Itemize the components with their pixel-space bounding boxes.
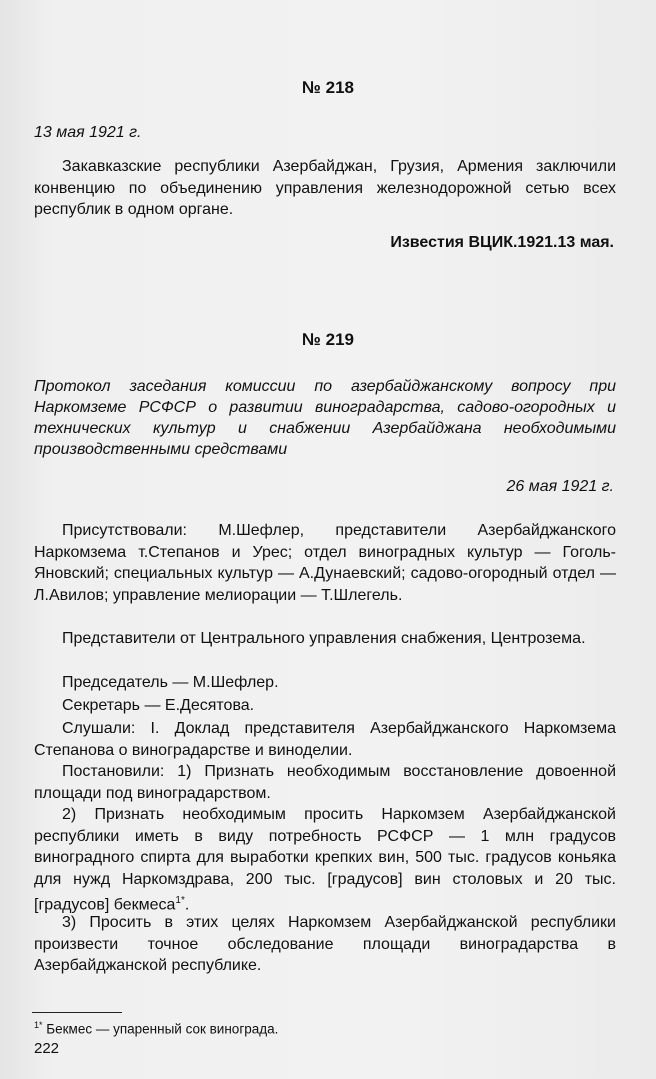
paragraph-attendees: Присутствовали: М.Шефлер, представители Азербайджанского Наркомзема т.Степанов и Урес; отдел виноградных культур — Гоголь-Яновский; специальных культур — А.Дунаевский; садово-огородный отдел — Л.Авилов; управление мелиорации — Т.Шлегель. [34, 522, 616, 604]
paragraph-resolved-2 [34, 804, 616, 916]
footnote-text: Бекмес — упаренный сок винограда. [42, 1021, 279, 1037]
footnote-reference: 1* [175, 895, 185, 906]
paragraph-chairman: Председатель — М.Шефлер. [62, 674, 279, 691]
paragraph-resolved-1: Постановили: 1) Признать необходимым восстановление довоенной площади под виноградарством. [34, 763, 616, 802]
paragraph-representatives: Представители от Центрального управления снабжения, Центрозема. [62, 630, 586, 647]
doc-219-number: № 219 [301, 330, 355, 349]
footnote-divider [32, 1012, 122, 1013]
paragraph-resolved-3: 3) Просить в этих целях Наркомзем Азербайджанской республики произвести точное обследование площади виноградарства в Азербайджанской республике. [34, 914, 616, 974]
paragraph-heard: Слушали: I. Доклад представителя Азербайджанского Наркомзема Степанова о виноградарстве и виноделии. [34, 720, 616, 759]
paragraph-resolved-2-text: 2) Признать необходимым просить Наркомзем Азербайджанской республики иметь в виду потребность РСФСР — 1 млн градусов виноградного спирта для выработки крепких вин, 500 тыс. градусов коньяка для нужд Наркомздрава, 200 тыс. [градусов] вин столовых и 20 тыс. [градусов] бекмеса [34, 806, 616, 914]
footnote [34, 1020, 278, 1037]
doc-219-date: 26 мая 1921 г. [506, 478, 614, 495]
paragraph-secretary: Секретарь — Е.Десятова. [62, 697, 255, 714]
page-number: 222 [34, 1040, 60, 1057]
footnote-mark: 1* [34, 1020, 43, 1030]
doc-219-title: Протокол заседания комиссии по азербайджанскому вопросу при Наркомземе РСФСР о развитии виноградарства, садово-огородных и технических культур и снабжении Азербайджана необходимыми производственными средствами [34, 378, 616, 458]
paragraph-resolved-2-end: . [184, 896, 190, 914]
doc-218-text: Закавказские республики Азербайджан, Грузия, Армения заключили конвенцию по объединению управления железнодорожной сетью всех республик в одном органе. [34, 158, 616, 218]
doc-218-source: Известия ВЦИК.1921.13 мая. [390, 234, 614, 251]
doc-218-date: 13 мая 1921 г. [34, 124, 142, 141]
doc-218-number: № 218 [301, 78, 355, 97]
